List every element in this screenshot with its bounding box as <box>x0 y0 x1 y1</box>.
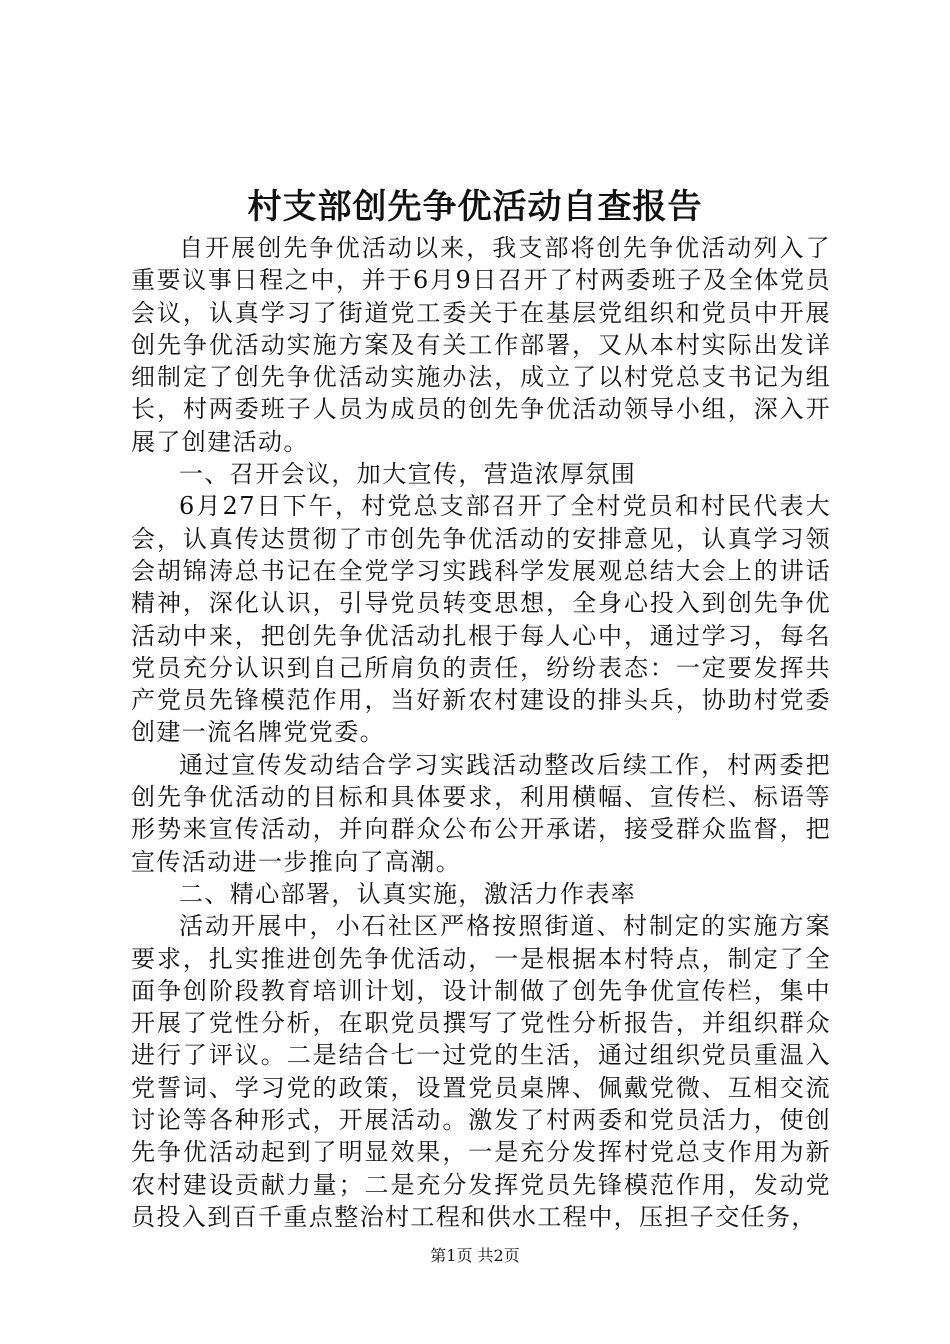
paragraph-intro: 自开展创先争优活动以来，我支部将创先争优活动列入了重要议事日程之中，并于6月9日召开了村两委班子及全体党员会议，认真学习了街道党工委关于在基层党组织和党员中开展创先争优活动实施方案及有关工作部署，又从本村实际出发详细制定了创先争优活动实施办法，成立了以村党总支书记为组长，村两委班子人员为成员的创先争优活动领导小组，深入开展了创建活动。 <box>131 234 831 456</box>
paragraph-implementation: 活动开展中，小石社区严格按照街道、村制定的实施方案要求，扎实推进创先争优活动，一是根据本村特点，制定了全面争创阶段教育培训计划，设计制做了创先争优宣传栏，集中开展了党性分析，在职党员撰写了党性分析报告，并组织群众进行了评议。二是结合七一过党的生活，通过组织党员重温入党誓词、学习党的政策，设置党员桌牌、佩戴党微、互相交流讨论等各种形式，开展活动。激发了村两委和党员活力，使创先争优活动起到了明显效果，一是充分发挥村党总支作用为新农村建设贡献力量；二是充分发挥党员先锋模范作用，发动党员投入到百千重点整治村工程和供水工程中，压担子交任务， <box>131 912 831 1231</box>
document-title: 村支部创先争优活动自查报告 <box>247 187 703 227</box>
document-body <box>131 232 831 1233</box>
paragraph-publicity: 通过宣传发动结合学习实践活动整改后续工作，村两委把创先争优活动的目标和具体要求，利用横幅、宣传栏、标语等形势来宣传活动，并向群众公布公开承诺，接受群众监督，把宣传活动进一步推向了高潮。 <box>131 750 831 876</box>
section-heading-2: 二、精心部署，认真实施，激活力作表率 <box>179 879 637 908</box>
section-heading-1: 一、召开会议，加大宣传，营造浓厚氛围 <box>179 460 637 489</box>
page-number-footer: 第1页 共2页 <box>430 1246 520 1265</box>
paragraph-meeting: 6月27日下午，村党总支部召开了全村党员和村民代表大会，认真传达贯彻了市创先争优活动的安排意见，认真学习领会胡锦涛总书记在全党学习实践科学发展观总结大会上的讲话精神，深化认识，引导党员转变思想，全身心投入到创先争优活动中来，把创先争优活动扎根于每人心中，通过学习，每名党员充分认识到自己所肩负的责任，纷纷表态：一定要发挥共产党员先锋模范作用，当好新农村建设的排头兵，协助村党委创建一流名牌党党委。 <box>131 492 831 747</box>
